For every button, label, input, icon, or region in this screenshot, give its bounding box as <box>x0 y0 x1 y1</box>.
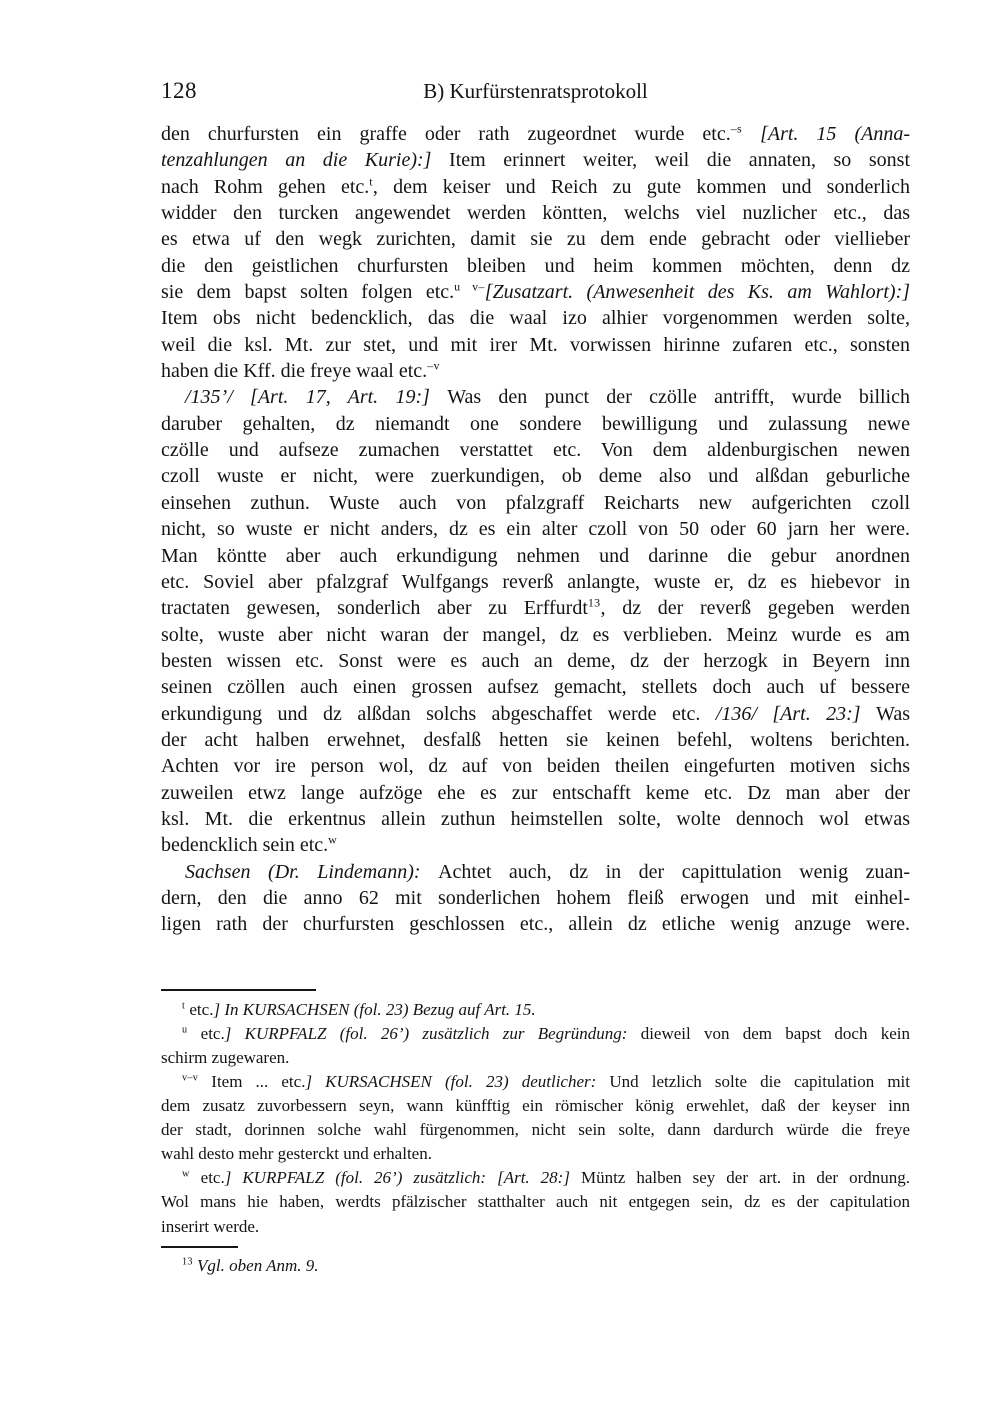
text-block <box>161 78 910 1278</box>
text-line: Achten vor ire person wol, dz auf von beiden theilen eingefurten motiven sichs <box>161 755 910 778</box>
text-line: Man köntte aber auch erkundigung nehmen und darinne die gebur anordnen <box>161 544 910 567</box>
running-title: B) Kurfürstenratsprotokoll <box>423 79 648 103</box>
text-line: erkundigung und dz alßdan solchs abgeschaffet werde etc. /136/ [Art. 23:] Was <box>161 702 910 725</box>
critical-apparatus <box>161 998 910 1239</box>
text-line: dem zusatz zuvorbessern seyn, wann künfftig ein römischer könig erwehlet, daß der keyser inn <box>161 1096 910 1116</box>
text-line: tractaten gewesen, sonderlich aber zu Erffurdt$^{13}$, dz der reverß gegeben werden <box>161 595 910 620</box>
text-line: Sachsen (Dr. Lindemann): Achtet auch, dz in der capittulation wenig zuan- <box>185 860 911 883</box>
text-line: bedencklich sein etc.$^w$ <box>161 832 338 857</box>
text-line: besten wissen etc. Sonst were es auch an deme, dz der herzogk in Beyern inn <box>161 649 910 672</box>
text-line: $^t$ etc.] In KURSACHSEN (fol. 23) Bezug auf Art. 15. <box>182 999 536 1019</box>
text-line: tenzahlungen an die Kurie):] Item erinnert weiter, weil die annaten, so sonst <box>161 149 910 172</box>
text-line: inserirt werde. <box>161 1216 260 1236</box>
text-line: den churfursten ein graffe oder rath zugeordnet wurde etc.$^{-s}$ [Art. 15 (Anna- <box>161 121 910 145</box>
text-line: Wol mans hie haben, werdts pfälzischer statthalter auch nit entgegen sein, dz es der capitulation <box>161 1192 910 1212</box>
text-line: dern, den die anno 62 mit sonderlichen hohem fleiß erwogen und mit einhel- <box>161 886 910 909</box>
numbered-footnote-separator <box>161 1246 238 1248</box>
text-line: es etwa uf den wegk zurichten, damit sie zu dem ende gebracht oder viellieber <box>161 228 910 251</box>
page-number: 128 <box>161 78 197 103</box>
text-line: seinen czöllen auch einen grossen aufsez gemacht, stellets doch auch uf bessere <box>161 676 910 699</box>
text-line: nach Rohm gehen etc.$^t$, dem keiser und Reich zu gute kommen und sonderlich <box>161 174 910 198</box>
footnote-separator <box>161 989 316 991</box>
text-line: etc. Soviel aber pfalzgraf Wulfgangs reverß anlangte, wuste er, dz es hiebevor in <box>161 570 910 593</box>
text-line: /135’/ [Art. 17, Art. 19:] Was den punct der czölle antrifft, wurde billich <box>185 386 910 409</box>
text-line: widder den turcken angewendet werden köntten, welchs viel nuzlicher etc., das <box>161 202 910 225</box>
text-line: die den geistlichen churfursten bleiben und heim kommen möchten, denn dz <box>161 254 910 277</box>
page-header <box>161 78 910 108</box>
text-line: der acht halben erwehnet, desfalß hetten sie keinen befehl, woltens berichten. <box>161 728 910 751</box>
text-line: $^u$ etc.] KURPFALZ (fol. 26’) zusätzlich zur Begründung: dieweil von dem bapst doch kein <box>182 1023 910 1043</box>
body-text <box>161 121 910 938</box>
numbered-footnotes <box>161 1254 910 1278</box>
text-line: weil die ksl. Mt. zur stet, und mit irer Mt. vorwissen hirinne zufaren etc., sonsten <box>161 333 910 356</box>
text-line: sie dem bapst solten folgen etc.$^{u v-}$[Zusatzart. (Anwesenheit des Ks. am Wahlort):] <box>161 279 911 304</box>
text-line: czoll wuste er nicht, were zuerkundigen, ob deme also und alßdan geburliche <box>161 465 910 488</box>
text-line: der stadt, dorinnen solche wahl fürgenommen, nicht sein solte, dann dardurch würde die freye <box>161 1120 910 1140</box>
text-line: schirm zugewaren. <box>161 1047 290 1067</box>
text-line: daruber gehalten, dz niemandt one sondere bewilligung und zulassung newe <box>161 412 910 435</box>
text-line: solte, wuste aber nicht waran der mangel, dz es verblieben. Meinz wurde es am <box>161 623 910 646</box>
text-line: $^{13}$ Vgl. oben Anm. 9. <box>182 1255 319 1275</box>
text-line: ligen rath der churfursten geschlossen etc., allein dz etliche wenig anzuge were. <box>161 913 910 936</box>
text-line: einsehen zuthun. Wuste auch von pfalzgraff Reicharts new aufgerichten czoll <box>161 491 910 514</box>
text-line: ksl. Mt. die erkentnus allein zuthun heimstellen solte, wolte dennoch wol etwas <box>161 807 910 830</box>
text-line: nicht, so wuste er nicht anders, dz es ein alter czoll von 50 oder 60 jarn her were. <box>161 518 910 541</box>
text-line: haben die Kff. die freye waal etc.$^{-v}$ <box>161 358 440 383</box>
text-line: $^w$ etc.] KURPFALZ (fol. 26’) zusätzlich: [Art. 28:] Müntz halben sey der art. in der ordnung. <box>182 1168 910 1188</box>
text-line: $^{v-v}$ Item ... etc.] KURSACHSEN (fol. 23) deutlicher: Und letzlich solte die capitulation mit <box>182 1071 910 1091</box>
text-line: zuweilen etwz lange aufzöge ehe es zur entschafft keme etc. Dz man aber der <box>161 781 910 804</box>
text-line: Item obs nicht bedencklich, das die waal izo alhier vorgenommen werden solte, <box>161 307 910 330</box>
text-line: wahl desto mehr gesterckt und erhalten. <box>161 1144 432 1164</box>
text-line: czölle und aufseze zumachen verstattet etc. Von dem aldenburgischen newen <box>161 439 910 462</box>
